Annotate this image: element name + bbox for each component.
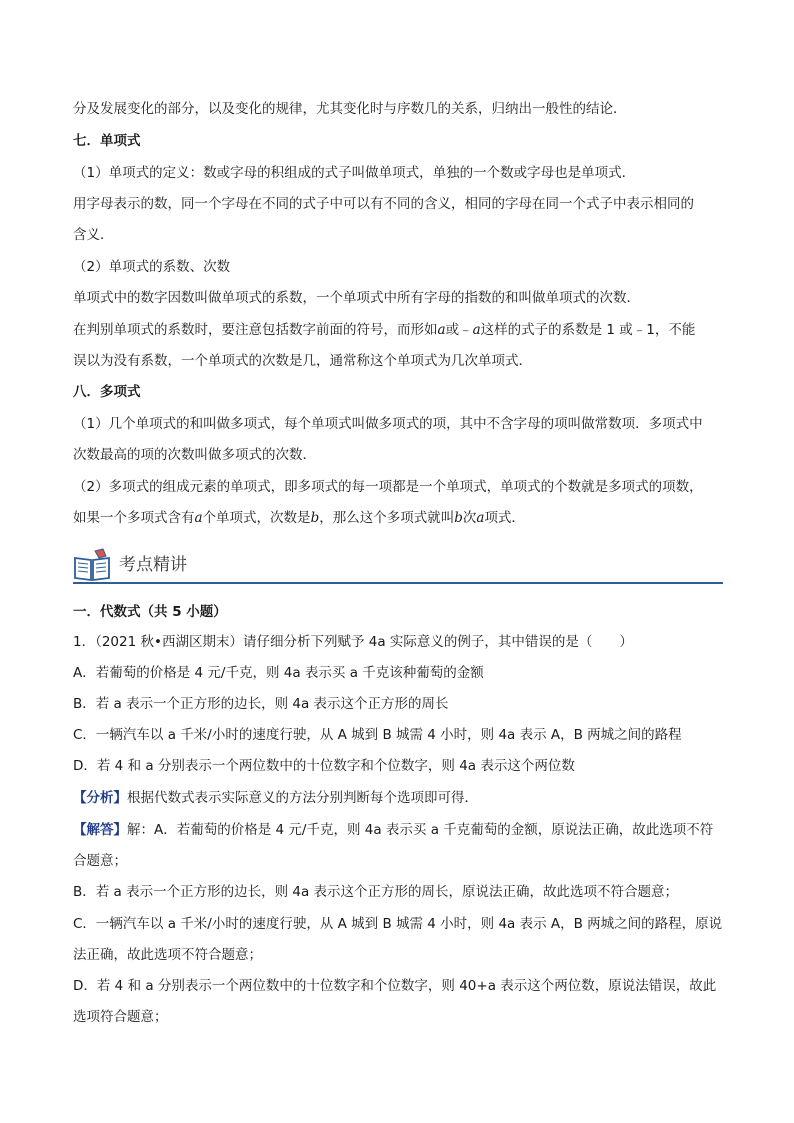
paragraph [73,508,733,528]
paragraph: （2）单项式的系数、次数 [73,259,231,275]
text-run: 或﹣ [445,322,473,338]
text-run: 次 [462,510,477,526]
question-stem: 1．（2021 秋•西湖区期末）请仔细分析下列赋予 4a 实际意义的例子，其中错误的是（ ） [73,634,633,650]
paragraph: 用字母表示的数，同一个字母在不同的式子中可以有不同的含义，相同的字母在同一个式子中表示相同的 [73,196,694,212]
variable: b [310,510,320,526]
answer-line: 法正确，故此选项不符合题意； [73,947,262,963]
paragraph: （1）几个单项式的和叫做多项式，每个单项式叫做多项式的项，其中不含字母的项叫做常数项．多项式中 [73,416,703,432]
answer-line: B．若 a 表示一个正方形的边长，则 4a 表示这个正方形的周长，原说法正确，故此选项不符合题意； [73,884,679,900]
analysis-tag: 【分析】 [73,790,127,806]
option-d: D．若 4 和 a 分别表示一个两位数中的十位数字和个位数字，则 4a 表示这个两位数 [73,758,575,774]
answer-line: 合题意； [73,853,127,869]
answer [73,820,733,840]
option-c: C．一辆汽车以 a 千米/小时的速度行驶，从 A 城到 B 城需 4 小时，则 4a 表示 A，B 两城之间的路程 [73,727,682,743]
text-run: 这样的式子的系数是 1 或﹣1，不能 [480,322,696,338]
paragraph: （1）单项式的定义：数或字母的积组成的式子叫做单项式，单独的一个数或字母也是单项式． [73,165,636,181]
paragraph: 次数最高的项的次数叫做多项式的次数． [73,447,316,463]
variable: a [472,322,481,338]
paragraph: 含义． [73,227,114,243]
answer-line: D．若 4 和 a 分别表示一个两位数中的十位数字和个位数字，则 40+a 表示这个两位数，原说法错误，故此 [73,978,717,994]
open-book-icon [73,548,111,582]
section-heading-polynomial: 八．多项式 [73,384,141,400]
part-heading: 一．代数式（共 5 小题） [73,604,227,620]
text-run: 在判别单项式的系数时，要注意包括数字前面的符号，而形如 [73,322,438,338]
answer-line: C．一辆汽车以 a 千米/小时的速度行驶，从 A 城到 B 城需 4 小时，则 4a 表示 A，B 两城之间的路程，原说 [73,916,723,932]
variable: a [476,510,485,526]
banner-rule [73,582,723,584]
text-run: 如果一个多项式含有 [73,510,195,526]
answer-tag: 【解答】 [73,822,127,838]
analysis-text: 根据代数式表示实际意义的方法分别判断每个选项即可得． [127,790,478,806]
variable: a [194,510,203,526]
text-run: ，那么这个多项式就叫 [319,510,455,526]
variable: b [454,510,463,526]
answer-text: 解：A．若葡萄的价格是 4 元/千克，则 4a 表示买 a 千克葡萄的金额，原说法正确，故此选项不符 [127,822,714,838]
paragraph [73,320,733,340]
paragraph: （2）多项式的组成元素的单项式，即多项式的每一项都是一个单项式，单项式的个数就是多项式的项数， [73,479,703,495]
text-run: 个单项式，次数是 [202,510,311,526]
section-heading-monomial: 七．单项式 [73,133,141,149]
answer-line: 选项符合题意； [73,1009,168,1025]
option-b: B．若 a 表示一个正方形的边长，则 4a 表示这个正方形的周长 [73,696,449,712]
analysis [73,788,733,808]
intro-text: 分及发展变化的部分，以及变化的规律，尤其变化时与序数几的关系，归纳出一般性的结论． [73,101,627,117]
option-a: A．若葡萄的价格是 4 元/千克，则 4a 表示买 a 千克该种葡萄的金额 [73,665,484,681]
text-run: 项式． [484,510,525,526]
paragraph: 误以为没有系数，一个单项式的次数是几，通常称这个单项式为几次单项式． [73,353,532,369]
variable: a [437,322,446,338]
banner-title: 考点精讲 [119,555,187,575]
paragraph: 单项式中的数字因数叫做单项式的系数，一个单项式中所有字母的指数的和叫做单项式的次数． [73,290,640,306]
section-banner [73,548,723,584]
